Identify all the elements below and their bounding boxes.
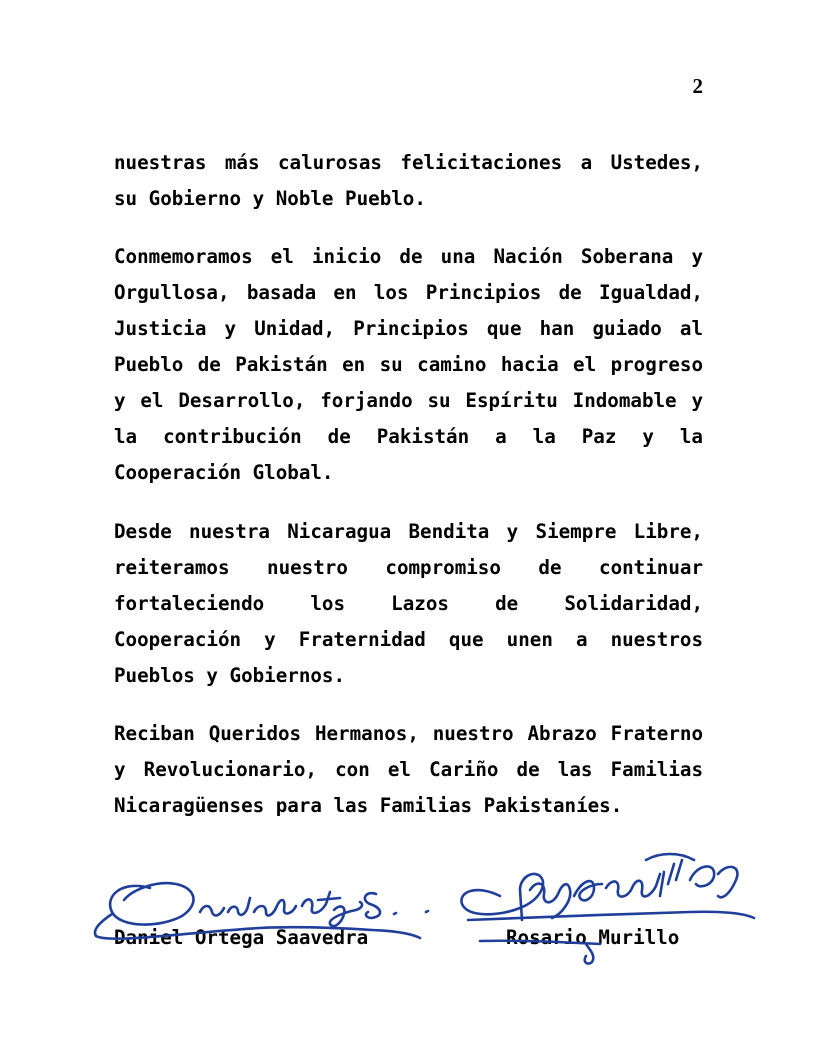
signatory-name-rosario-murillo: Rosario Murillo [506,926,680,949]
page-number: 2 [692,74,703,98]
paragraph-commemoration: Conmemoramos el inicio de una Nación Soberana y Orgullosa, basada en los Principios de Igualdad, Justicia y Unidad, Principios que han guiado al Pueblo de Pakistán en su camino hacia el progreso y el Desarrollo, forjando su Espíritu Indomable y la contribución de Pakistán a la Paz y la Cooperación Global. [114,245,703,484]
paragraph-congratulations: nuestras más calurosas felicitaciones a Ustedes, su Gobierno y Noble Pueblo. [114,151,703,210]
signatory-name-daniel-ortega: Daniel Ortega Saavedra [114,926,369,949]
paragraph-embrace: Reciban Queridos Hermanos, nuestro Abrazo Fraterno y Revolucionario, con el Cariño de las Familias Nicaragüenses para las Familias Pakistaníes. [114,722,703,817]
paragraph-commitment: Desde nuestra Nicaragua Bendita y Siempre Libre, reiteramos nuestro compromiso de continuar fortaleciendo los Lazos de Solidaridad, Cooperación y Fraternidad que unen a nuestros Pueblos y Gobiernos. [114,520,703,687]
